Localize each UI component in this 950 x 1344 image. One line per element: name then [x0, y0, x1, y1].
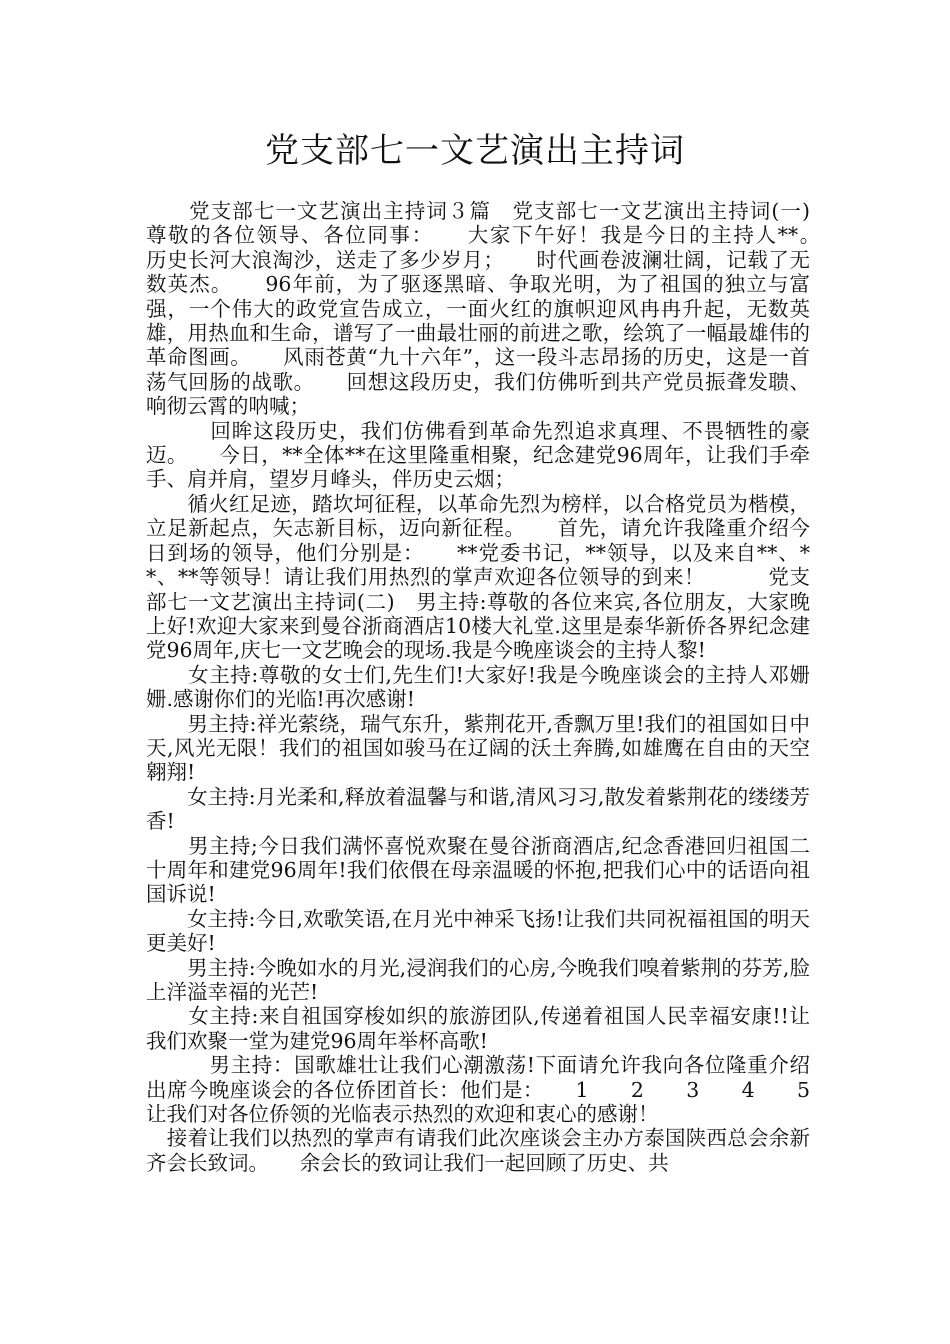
paragraph-2: 回眸这段历史，我们仿佛看到革命先烈追求真理、不畏牺牲的豪迈。 今日，**全体**在这里隆重相聚，纪念建党96周年，让我们手牵手、肩并肩，望岁月峰头，伴历史云烟； — [146, 418, 810, 492]
paragraph-7: 男主持;今日我们满怀喜悦欢聚在曼谷浙商酒店,纪念香港回归祖国二十周年和建党96周年!我们依偎在母亲温暖的怀抱,把我们心中的话语向祖国诉说! — [146, 833, 810, 907]
document-title: 党支部七一文艺演出主持词 — [265, 131, 685, 171]
paragraph-4: 女主持:尊敬的女士们,先生们!大家好!我是今晚座谈会的主持人邓姗姗.感谢你们的光临!再次感谢! — [146, 662, 810, 712]
paragraph-6: 女主持:月光柔和,释放着温馨与和谐,清风习习,散发着紫荆花的缕缕芳香! — [146, 784, 810, 834]
document-body — [146, 199, 851, 1175]
paragraph-12: 接着让我们以热烈的掌声有请我们此次座谈会主办方泰国陕西总会余新齐会长致词。 余会长的致词让我们一起回顾了历史、共 — [146, 1126, 810, 1175]
paragraph-1: 党支部七一文艺演出主持词３篇 党支部七一文艺演出主持词(一) 尊敬的各位领导、各位同事： 大家下午好！我是今日的主持人**。 历史长河大浪淘沙，送走了多少岁月； 时代画卷波澜壮阔，记载了无数英杰。 96年前，为了驱逐黑暗、争取光明，为了祖国的独立与富强，一个伟大的政党宣告成立，一面火红的旗帜迎风冉冉升起，无数英雄，用热血和生命，谱写了一曲最壮丽的前进之歌，绘筑了一幅最雄伟的革命图画。 风雨苍黄“九十六年”，这一段斗志昂扬的历史，这是一首荡气回肠的战歌。 回想这段历史，我们仿佛听到共产党员振聋发聩、响彻云霄的呐喊； — [146, 199, 851, 419]
paragraph-11: 男主持：国歌雄壮让我们心潮激荡!下面请允许我向各位隆重介绍出席今晚座谈会的各位侨团首长：他们是： 1 2 3 4 5 让我们对各位侨领的光临表示热烈的欢迎和衷心的感谢！ — [146, 1053, 851, 1127]
paragraph-9: 男主持:今晚如水的月光,浸润我们的心房,今晚我们嗅着紫荆的芬芳,脸上洋溢幸福的光芒! — [146, 955, 810, 1004]
paragraph-5: 男主持:祥光萦绕，瑞气东升，紫荆花开,香飘万里!我们的祖国如日中天,风光无限！我们的祖国如骏马在辽阔的沃土奔腾,如雄鹰在自由的天空翱翔! — [146, 711, 810, 785]
paragraph-8: 女主持:今日,欢歌笑语,在月光中神采飞扬!让我们共同祝福祖国的明天更美好! — [146, 906, 810, 956]
paragraph-10: 女主持:来自祖国穿梭如织的旅游团队,传递着祖国人民幸福安康!!让我们欢聚一堂为建党96周年举杯高歌! — [146, 1004, 810, 1053]
paragraph-3: 循火红足迹，踏坎坷征程，以革命先烈为榜样，以合格党员为楷模，立足新起点，矢志新目标，迈向新征程。 首先，请允许我隆重介绍今日到场的领导，他们分别是： **党委书记，**领导，以及来自**、**、**等领导！请让我们用热烈的掌声欢迎各位领导的到来！ 党支部七一文艺演出主持词(二) 男主持:尊敬的各位来宾,各位朋友，大家晚上好!欢迎大家来到曼谷浙商酒店10楼大礼堂.这里是泰华新侨各界纪念建党96周年,庆七一文艺晚会的现场.我是今晚座谈会的主持人黎! — [146, 491, 810, 663]
